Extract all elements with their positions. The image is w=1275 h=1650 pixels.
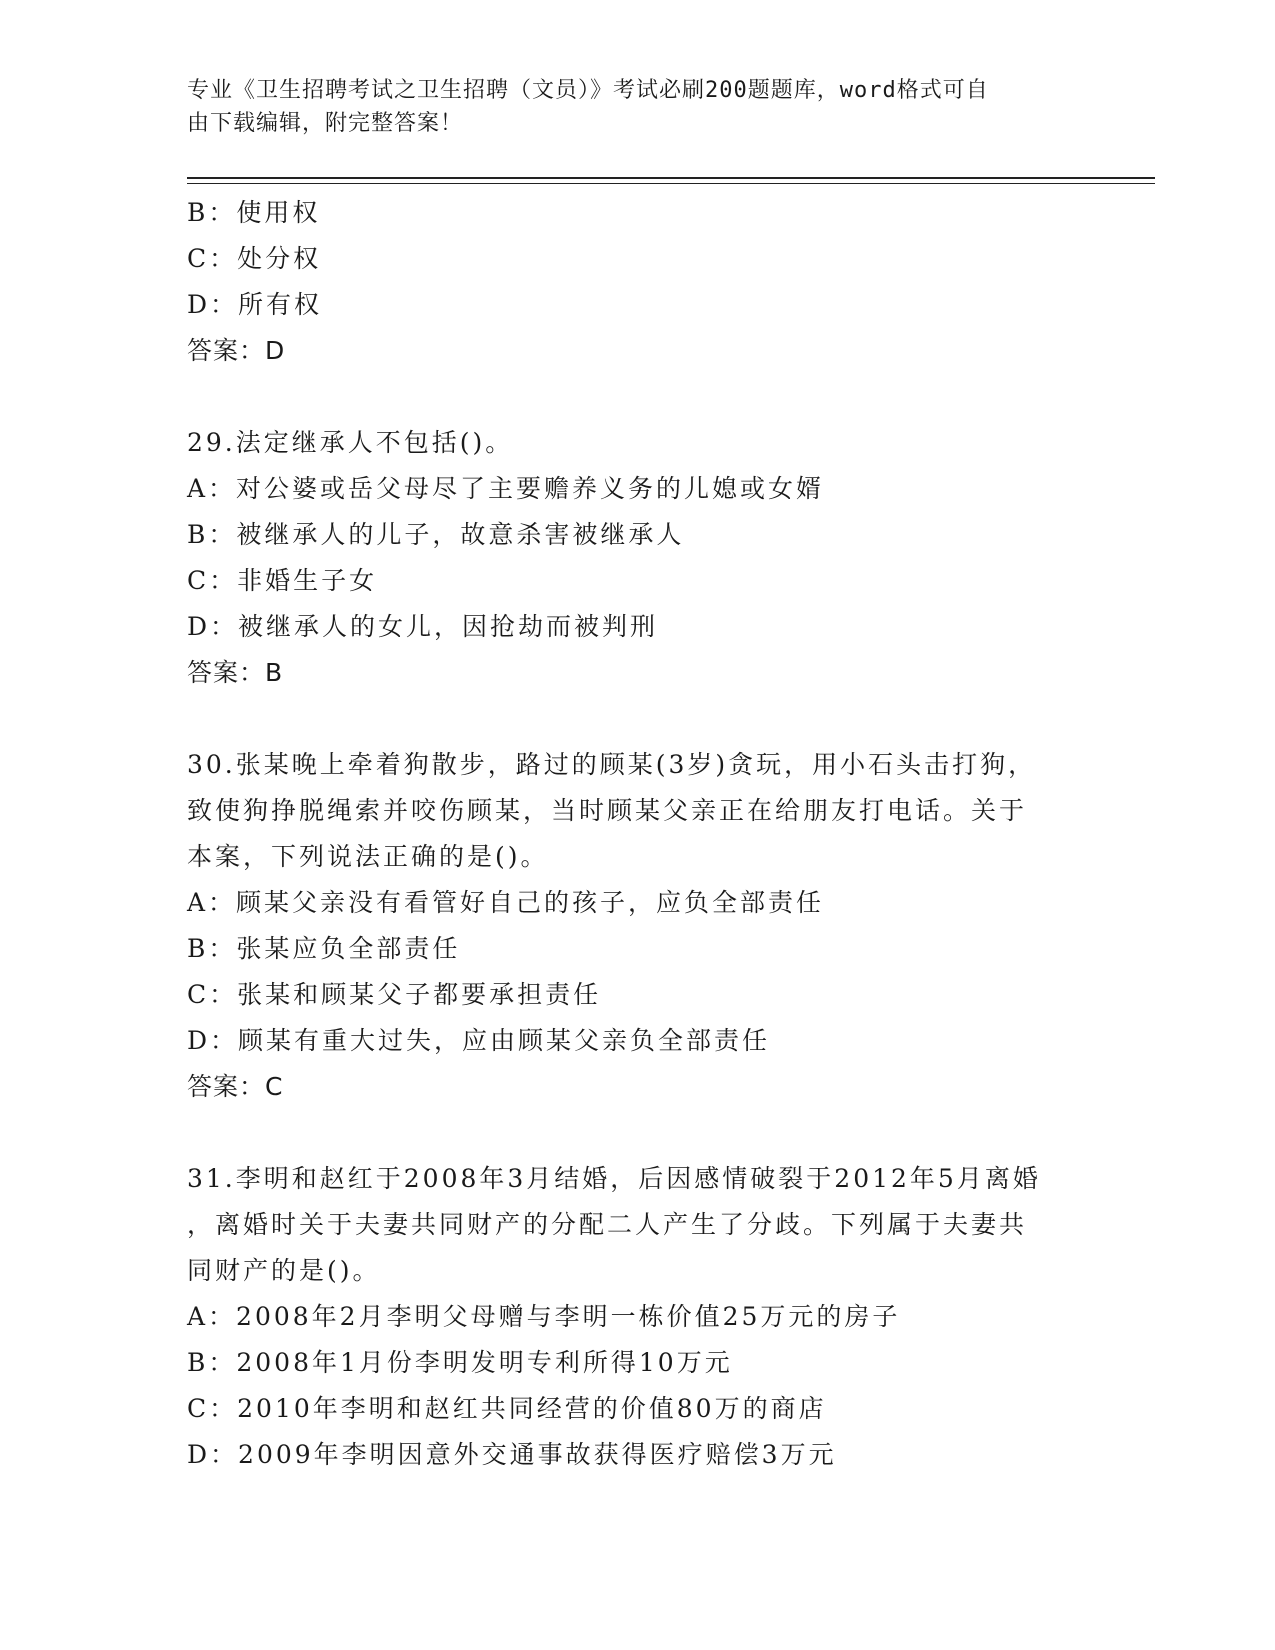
option-a: A：2008年2月李明父母赠与李明一栋价值25万元的房子 bbox=[187, 1302, 901, 1331]
question-28-tail bbox=[187, 190, 1087, 374]
question-stem-line-3: 同财产的是()。 bbox=[187, 1256, 381, 1285]
document-body bbox=[187, 190, 1087, 1478]
header-line-2: 由下载编辑，附完整答案！ bbox=[187, 111, 464, 136]
header-line-1: 专业《卫生招聘考试之卫生招聘（文员）》考试必刷200题题库，word格式可自 bbox=[187, 78, 989, 103]
option-b: B：2008年1月份李明发明专利所得10万元 bbox=[187, 1348, 733, 1377]
option-b: B：使用权 bbox=[187, 198, 321, 227]
answer-line: 答案：B bbox=[187, 658, 284, 687]
option-d: D：顾某有重大过失，应由顾某父亲负全部责任 bbox=[187, 1026, 771, 1055]
option-b: B：张某应负全部责任 bbox=[187, 934, 461, 963]
option-a: A：对公婆或岳父母尽了主要赡养义务的儿媳或女婿 bbox=[187, 474, 825, 503]
question-stem-line-2: ，离婚时关于夫妻共同财产的分配二人产生了分歧。下列属于夫妻共 bbox=[187, 1210, 1028, 1239]
question-stem-line-1: 31.李明和赵红于2008年3月结婚，后因感情破裂于2012年5月离婚 bbox=[187, 1164, 1041, 1193]
question-29 bbox=[187, 420, 1087, 696]
option-c: C：非婚生子女 bbox=[187, 566, 378, 595]
header-rule-thick bbox=[187, 177, 1155, 179]
option-d: D：2009年李明因意外交通事故获得医疗赔偿3万元 bbox=[187, 1440, 837, 1469]
question-stem-line-1: 30.张某晚上牵着狗散步，路过的顾某(3岁)贪玩，用小石头击打狗， bbox=[187, 750, 1037, 779]
option-a: A：顾某父亲没有看管好自己的孩子，应负全部责任 bbox=[187, 888, 825, 917]
option-c: C：张某和顾某父子都要承担责任 bbox=[187, 980, 602, 1009]
answer-line: 答案：C bbox=[187, 1072, 284, 1101]
option-b: B：被继承人的儿子，故意杀害被继承人 bbox=[187, 520, 685, 549]
header-rule-thin bbox=[187, 183, 1155, 184]
option-c: C：2010年李明和赵红共同经营的价值80万的商店 bbox=[187, 1394, 827, 1423]
document-header bbox=[187, 74, 1067, 140]
question-stem-line-3: 本案，下列说法正确的是()。 bbox=[187, 842, 549, 871]
option-d: D：被继承人的女儿，因抢劫而被判刑 bbox=[187, 612, 659, 641]
option-c: C：处分权 bbox=[187, 244, 322, 273]
question-30 bbox=[187, 742, 1087, 1110]
option-d: D：所有权 bbox=[187, 290, 323, 319]
question-31 bbox=[187, 1156, 1087, 1478]
question-stem: 29.法定继承人不包括()。 bbox=[187, 428, 514, 457]
answer-line: 答案：D bbox=[187, 336, 286, 365]
question-stem-line-2: 致使狗挣脱绳索并咬伤顾某，当时顾某父亲正在给朋友打电话。关于 bbox=[187, 796, 1028, 825]
